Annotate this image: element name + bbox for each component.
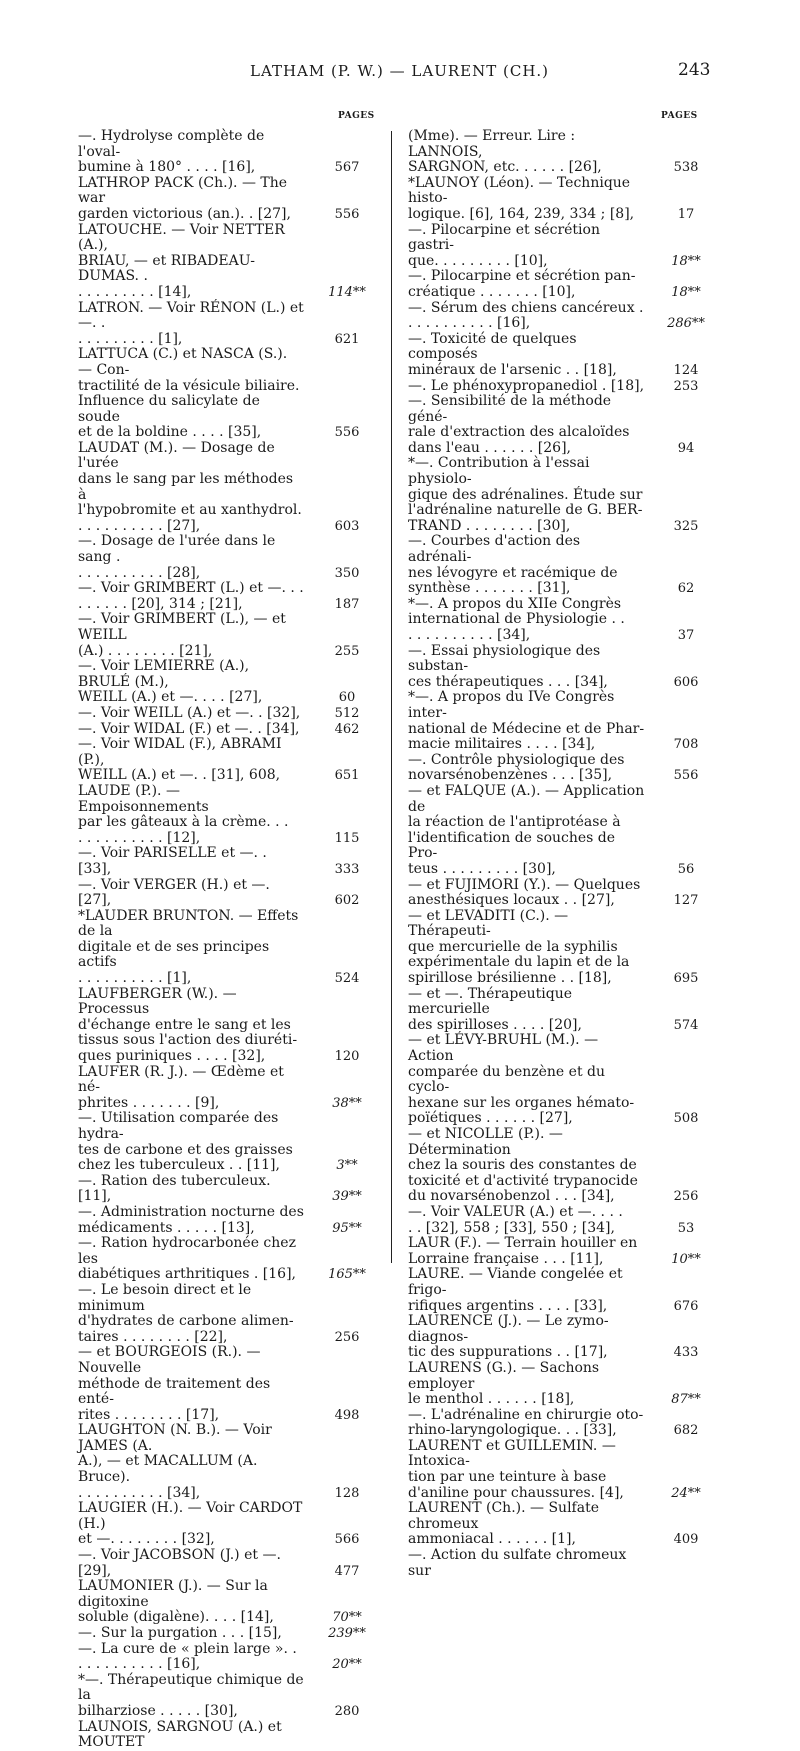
index-entry-page: 556 <box>334 206 360 222</box>
index-entry <box>78 129 376 176</box>
index-entry <box>78 301 376 348</box>
left-index-column <box>78 111 376 1751</box>
index-entry <box>408 784 708 878</box>
index-entry-page: 566 <box>334 1532 360 1548</box>
index-entry-text: LAUNOIS, SARGNOU (A.) et MOUTET <box>78 1718 282 1751</box>
index-entry-page: 24** <box>671 1485 701 1501</box>
index-entry <box>408 1127 708 1205</box>
index-entry <box>78 1174 376 1205</box>
index-entry-text: —. Contrôle physiologique des novarsénobenzènes . . . [35], <box>408 751 625 784</box>
index-entry-text: LAUFBERGER (W.). — Processus d'échange entre le sang et les tissus sous l'action des diuréti- ques puriniques . . . . [32], <box>78 985 298 1065</box>
index-entry <box>408 690 708 752</box>
index-entry <box>78 534 376 581</box>
index-entry-page: 621 <box>334 331 360 347</box>
index-entry-text: — et LEVADITI (C.). — Thérapeuti- que mercurielle de la syphilis expérimentale du lapin et de la spirillose brésilienne . . [18], <box>408 907 630 987</box>
index-entry-page: 256 <box>334 1329 360 1345</box>
index-entry-text: — et FALQUE (A.). — Application de la réaction de l'antiprotéase à l'identification de souches de Pro- teus . . . . . . . . . [30], <box>408 782 645 877</box>
index-entry-page: 127 <box>673 893 699 909</box>
index-entry-text: LATHROP PACK (Ch.). — The war garden victorious (an.). . [27], <box>78 174 291 222</box>
index-entry <box>408 878 708 909</box>
index-entry <box>408 534 708 596</box>
index-entry <box>408 1033 708 1127</box>
index-entry <box>78 1548 376 1579</box>
index-entry-page: 253 <box>673 378 699 394</box>
index-entry-page: 651 <box>334 768 360 784</box>
index-entry <box>408 456 708 534</box>
index-entry-page: 10** <box>671 1251 701 1267</box>
index-entry <box>78 1720 376 1751</box>
index-entry <box>78 441 376 535</box>
index-entry-page: 524 <box>334 971 360 987</box>
index-entry <box>78 784 376 846</box>
index-entry <box>78 706 376 722</box>
index-entry <box>408 1501 708 1548</box>
index-entry-text: —. Voir LEMIERRE (A.), BRULÉ (M.), WEILL (A.) et —. . . . [27], <box>78 658 263 706</box>
index-entry-page: 676 <box>673 1298 699 1314</box>
index-entry-page: 70** <box>332 1610 362 1626</box>
index-entry-page: 18** <box>671 253 701 269</box>
index-entry <box>408 129 708 176</box>
index-entry-text: —. Voir WIDAL (F.), ABRAMI (P.), WEILL (A.) et —. . [31], 608, <box>78 736 282 784</box>
index-entry-page: 39** <box>332 1189 362 1205</box>
index-entry-text: —. Voir WIDAL (F.) et —. . [34], <box>78 720 300 737</box>
index-entry <box>408 176 708 223</box>
index-entry-text: LAUGIER (H.). — Voir CARDOT (H.) et —. . . . . . . . [32], <box>78 1500 303 1548</box>
index-entry-page: 3** <box>336 1158 358 1174</box>
index-entry <box>408 1408 708 1439</box>
index-entry <box>408 1439 708 1501</box>
index-entry-page: 280 <box>334 1703 360 1719</box>
index-entry-text: —. L'adrénaline en chirurgie oto- rhino-laryngologique. . . [33], <box>408 1406 644 1439</box>
index-entry-text: —. Voir GRIMBERT (L.), — et WEILL (A.) . . . . . . . . [21], <box>78 611 286 659</box>
index-entry <box>408 644 708 691</box>
index-entry <box>78 737 376 784</box>
index-entry-page: 239** <box>328 1626 366 1641</box>
index-entry-text: *LAUDER BRUNTON. — Effets de la digitale et de ses principes actifs . . . . . . . . . . [1], <box>78 907 299 987</box>
index-entry-page: 60 <box>338 690 356 706</box>
index-entry-text: LAUMONIER (J.). — Sur la digitoxine soluble (digalène). . . . [14], <box>78 1578 274 1626</box>
index-entry-page: 606 <box>673 674 699 690</box>
index-entry-text: —. Toxicité de quelques composés minéraux de l'arsenic . . [18], <box>408 330 617 378</box>
index-entry-page: 477 <box>334 1563 360 1579</box>
right-index-column <box>408 111 708 1579</box>
index-entry-text: —. Courbes d'action des adrénali- nes lévogyre et racémique de synthèse . . . . . . . [31], <box>408 533 618 597</box>
running-header-title: LATHAM (P. W.) — LAURENT (CH.) <box>250 62 550 80</box>
index-entry-page: 120 <box>334 1049 360 1065</box>
index-entry-text: *—. A propos du IVe Congrès inter- national de Médecine et de Phar- macie militaires . . . . [34], <box>408 689 645 753</box>
index-entry-page: 409 <box>673 1532 699 1548</box>
index-entry <box>78 581 376 612</box>
index-entry <box>408 269 708 300</box>
index-entry-page: 18** <box>671 284 701 300</box>
index-entry-text: —. Sensibilité de la méthode géné- rale d'extraction des alcaloïdes dans l'eau . . . . . . [26], <box>408 393 630 456</box>
index-entry-page: 38** <box>332 1095 362 1111</box>
index-entry-page: 20** <box>332 1657 362 1673</box>
index-entry <box>78 1065 376 1112</box>
index-entry-page: 682 <box>673 1423 699 1439</box>
index-entry-text: —. Essai physiologique des substan- ces thérapeutiques . . . [34], <box>408 642 608 690</box>
index-entry <box>78 1205 376 1236</box>
index-entry <box>78 987 376 1065</box>
index-entry-page: 556 <box>334 425 360 441</box>
index-entry-page: 187 <box>334 596 360 612</box>
index-entry <box>78 612 376 659</box>
index-entry-page: 433 <box>673 1345 699 1361</box>
index-entry-page: 538 <box>673 160 699 176</box>
index-entry-page: 115 <box>334 830 360 846</box>
index-entry <box>78 909 376 987</box>
index-entry-page: 556 <box>673 768 699 784</box>
index-entry-page: 62 <box>677 581 695 597</box>
index-entry-text: —. Sur la purgation . . . [15], <box>78 1625 282 1641</box>
index-entry-page: 114** <box>328 284 366 300</box>
index-entry <box>408 1548 708 1579</box>
index-entry-text: —. Dosage de l'urée dans le sang . . . . . . . . . . . [28], <box>78 533 276 581</box>
index-entry-text: — et —. Thérapeutique mercurielle des spirilloses . . . . [20], <box>408 985 582 1033</box>
index-entry-page: 567 <box>334 160 360 176</box>
index-entry-text: LATRON. — Voir RÉNON (L.) et —. . . . . . . . . . . [1], <box>78 299 304 347</box>
index-entry <box>408 987 708 1034</box>
index-entry-page: 256 <box>673 1189 699 1205</box>
index-entry-text: —. Pilocarpine et sécrétion gastri- que. . . . . . . . . [10], <box>408 221 600 269</box>
index-entry <box>78 1111 376 1173</box>
index-entry <box>408 753 708 784</box>
index-entry <box>78 1283 376 1345</box>
index-entry-page: 512 <box>334 705 360 721</box>
index-entry-page: 574 <box>673 1017 699 1033</box>
index-entry-page: 286** <box>667 316 705 332</box>
index-entry <box>408 332 708 379</box>
index-entry <box>408 379 708 395</box>
index-entry-text: —. Voir JACOBSON (J.) et —. [29], <box>78 1547 281 1579</box>
running-header <box>0 62 800 86</box>
index-entry <box>408 1361 708 1408</box>
index-entry-text: —. La cure de « plein large ». . . . . . . . . . . . [16], <box>78 1640 297 1673</box>
index-entry-page: 94 <box>677 440 695 456</box>
index-entry <box>78 1673 376 1720</box>
index-entry-page: 124 <box>673 362 699 378</box>
index-entry-page: 325 <box>673 518 699 534</box>
index-entry-page: 17 <box>677 206 695 222</box>
index-entry <box>408 1205 708 1236</box>
index-entry-page: 53 <box>677 1220 695 1236</box>
index-entry-text: —. Utilisation comparée des hydra- tes de carbone et des graisses chez les tuberculeux . . [11], <box>78 1110 293 1174</box>
index-entry <box>408 1314 708 1361</box>
index-entry <box>78 659 376 706</box>
index-entry-text: —. Hydrolyse complète de l'oval- bumine à 180° . . . . [16], <box>78 128 265 176</box>
index-entry <box>408 301 708 332</box>
index-entry-page: 350 <box>334 565 360 581</box>
index-entry <box>408 1267 708 1314</box>
index-entry-text: —. Ration hydrocarbonée chez les diabétiques arthritiques . [16], <box>78 1235 296 1283</box>
pages-column-label-right: PAGES <box>661 111 698 121</box>
index-entry-page: 462 <box>334 721 360 737</box>
index-entry-text: —. Administration nocturne des médicaments . . . . . [13], <box>78 1203 304 1236</box>
index-entry-page: 128 <box>334 1485 360 1501</box>
index-entry-text: LAURENT et GUILLEMIN. — Intoxica- tion par une teinture à base d'aniline pour chaussures. [4], <box>408 1437 624 1501</box>
index-entry-text: — et LÉVY-BRUHL (M.). — Action comparée du benzène et du cyclo- hexane sur les organes hémato- poïétiques . . . . . . [27], <box>408 1032 635 1127</box>
index-entry-text: —. Action du sulfate chromeux sur <box>408 1547 627 1579</box>
index-entry-text: *—. Thérapeutique chimique de la bilharziose . . . . . [30], <box>78 1671 304 1719</box>
index-entry-text: *—. A propos du XIIe Congrès international de Physiologie . . . . . . . . . . . . [34], <box>408 595 625 643</box>
index-entry <box>78 1626 376 1642</box>
index-entry <box>408 1236 708 1267</box>
index-entry <box>78 722 376 738</box>
index-entry-text: —. Ration des tuberculeux. [11], <box>78 1172 271 1205</box>
index-entry-text: LAURE. — Viande congelée et frigo- rifiques argentins . . . . [33], <box>408 1266 623 1314</box>
index-entry-text: —. Voir GRIMBERT (L.) et —. . . . . . . . . [20], 314 ; [21], <box>78 580 304 612</box>
index-entry <box>78 846 376 877</box>
index-entry-page: 695 <box>673 971 699 987</box>
index-entry-text: LAUGHTON (N. B.). — Voir JAMES (A. A.), — et MACALLUM (A. Bruce). . . . . . . . . . . [34], <box>78 1422 272 1501</box>
index-entry <box>78 176 376 223</box>
index-entry-page: 56 <box>677 861 695 877</box>
index-entry-text: LAUDE (P.). — Empoisonnements par les gâteaux à la crème. . . . . . . . . . . . . [12], <box>78 782 289 846</box>
index-entry-text: —. Voir PARISELLE et —. . [33], <box>78 845 267 877</box>
index-entry <box>78 1423 376 1501</box>
index-entry <box>408 597 708 644</box>
index-entry <box>78 1579 376 1626</box>
index-entry <box>408 223 708 270</box>
index-entry-page: 602 <box>334 893 360 909</box>
index-entry-text: LAURENT (Ch.). — Sulfate chromeux ammoniacal . . . . . . [1], <box>408 1500 599 1548</box>
index-entry-text: *—. Contribution à l'essai physiolo- gique des adrénalines. Étude sur l'adrénaline naturelle de G. BER- TRAND . . . . . . . . [30], <box>408 455 643 534</box>
index-entry-page: 255 <box>334 643 360 659</box>
index-entry-page: 708 <box>673 737 699 753</box>
pages-column-label-left: PAGES <box>338 111 375 121</box>
index-entry-text: LAUDAT (M.). — Dosage de l'urée dans le sang par les méthodes à l'hypobromite et au xanthydrol. . . . . . . . . . . [27], <box>78 439 302 534</box>
index-entry <box>78 347 376 441</box>
index-entry-text: —. Le besoin direct et le minimum d'hydrates de carbone alimen- taires . . . . . . . . [22], <box>78 1281 294 1345</box>
index-entry-page: 603 <box>334 518 360 534</box>
index-entry-text: —. Pilocarpine et sécrétion pan- créatique . . . . . . . [10], <box>408 268 636 300</box>
page-number: 243 <box>678 60 711 80</box>
index-entry <box>78 1501 376 1548</box>
column-divider <box>391 131 392 1263</box>
index-entry-text: LAUR (F.). — Terrain houiller en Lorraine française . . . [11], <box>408 1235 638 1267</box>
index-entry <box>78 1236 376 1283</box>
index-entry-page: 95** <box>332 1220 362 1236</box>
index-entry-page: 508 <box>673 1111 699 1127</box>
index-entry <box>78 1642 376 1673</box>
index-entry-text: —. Sérum des chiens cancéreux . . . . . . . . . . . [16], <box>408 299 644 332</box>
index-entry <box>78 878 376 909</box>
index-entry-text: (Mme). — Erreur. Lire : LANNOIS, SARGNON, etc. . . . . . [26], <box>408 128 602 176</box>
index-entry <box>78 223 376 301</box>
index-entry-text: — et BOURGEOIS (R.). — Nouvelle méthode de traitement des enté- rites . . . . . . . . [17], <box>78 1344 271 1423</box>
index-entry-text: LAURENCE (J.). — Le zymo-diagnos- tic des suppurations . . [17], <box>408 1313 609 1361</box>
index-entry <box>408 909 708 987</box>
index-entry-text: — et FUJIMORI (Y.). — Quelques anesthésiques locaux . . [27], <box>408 876 641 909</box>
index-entry-text: LAUFER (R. J.). — Œdème et né- phrites . . . . . . . [9], <box>78 1063 284 1111</box>
index-entry-text: LATTUCA (C.) et NASCA (S.). — Con- tractilité de la vésicule biliaire. Influence du salicylate de soude et de la boldine . . . . [35], <box>78 346 300 441</box>
index-entry-text: —. Voir VALEUR (A.) et —. . . . . . [32], 558 ; [33], 550 ; [34], <box>408 1203 623 1236</box>
index-entry <box>408 394 708 456</box>
index-entry-text: LATOUCHE. — Voir NETTER (A.), BRIAU, — et RIBADEAU-DUMAS. . . . . . . . . . . [14], <box>78 221 285 300</box>
index-entry-text: —. Voir WEILL (A.) et —. . [32], <box>78 704 301 721</box>
index-entry-text: —. Le phénoxypropanediol . [18], <box>408 377 645 394</box>
index-entry-page: 498 <box>334 1407 360 1423</box>
index-entry-page: 165** <box>328 1267 366 1283</box>
index-entry <box>78 1345 376 1423</box>
index-entry-text: LAURENS (G.). — Sachons employer le menthol . . . . . . [18], <box>408 1359 600 1408</box>
index-entry-page: 87** <box>671 1392 701 1408</box>
index-entry-text: *LAUNOY (Léon). — Technique histo- logique. [6], 164, 239, 334 ; [8], <box>408 174 635 222</box>
index-entry-text: — et NICOLLE (P.). — Détermination chez la souris des constantes de toxicité et d'activité trypanocide du novarsénobenzol . . . [34], <box>408 1126 638 1205</box>
index-entry-page: 333 <box>334 861 360 877</box>
index-entry-page: 37 <box>677 628 695 643</box>
index-entry-text: —. Voir VERGER (H.) et —. [27], <box>78 876 270 909</box>
